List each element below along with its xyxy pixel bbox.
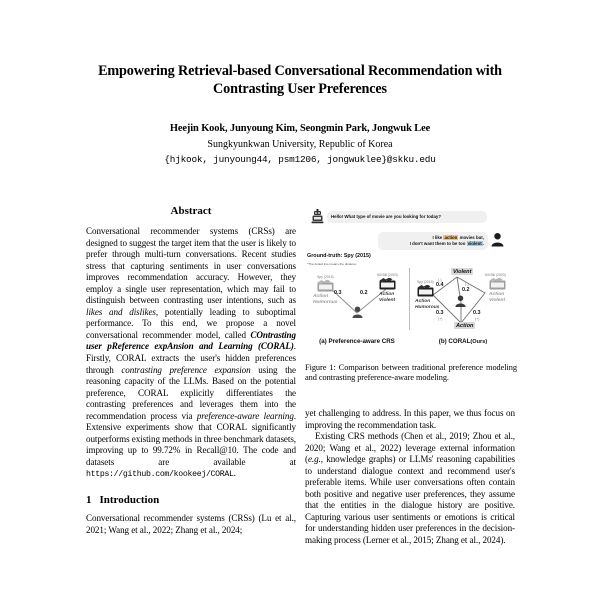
robot-avatar-icon: [311, 209, 324, 224]
code-repo-link[interactable]: https://github.com/kookeej/CORAL: [86, 470, 234, 480]
panel-b-suffix: (Ours): [470, 339, 488, 345]
right-paragraph-continuation: yet challenging to address. In this paper, we thus focus on improving the recommendation task.: [305, 408, 515, 430]
abstract-italic-learning: preference-aware learning: [196, 410, 294, 421]
panel-b-movie-left-poster-icon: [417, 285, 434, 297]
panel-b-movie-left-title: Spy (2015): [417, 280, 434, 284]
panel-b-node-violent: Violent: [453, 268, 472, 275]
panel-a-movie-right-entities: [379, 292, 395, 304]
right-italic-eg: e.g.: [307, 454, 321, 465]
panel-b-node-action: Action: [456, 322, 474, 329]
panel-a-movie-left-title: Spy (2015): [317, 275, 334, 279]
abstract-text-6: .: [233, 468, 236, 479]
author-names: Heejin Kook, Junyoung Kim, Seongmin Park, Jongwuk Lee: [169, 123, 431, 134]
author-emails: {hjkook, junyoung44, psm1206, jongwuklee}@skku.edu: [164, 154, 436, 165]
user-msg2-pre: I don't want them to be too: [409, 241, 467, 246]
page-title: Empowering Retrieval-based Conversational Recommendation with Contrasting User Preferences: [98, 63, 502, 97]
highlight-action: action: [444, 235, 458, 240]
ent-b-left-1: Action: [415, 299, 431, 304]
panel-b-sign-pos-left: (+): [438, 317, 443, 321]
right-text-2: , knowledge graphs) or LLMs' reasoning capabilities to understand dialogue context and recommend user's preferable items. While user conversations often contain both positive and negative user preferences, they assume that the entities in the dialogue history are positive. Capturing various user sentiments or emotions is critical for understanding hidden user preferences in the decision-making process (Lerner et al., 2015; Zhang et al., 2024).: [305, 454, 515, 546]
abstract-text-4: using the reasoning capacity of the LLMs. Based on the potential preference, CORAL explicitly differentiates the contrasting preferences and leverages them into the recommendation process via: [86, 364, 296, 421]
panel-b-weight-bottom-right: 0.3: [473, 310, 481, 316]
panel-b-weight-top-left: 0.4: [436, 282, 444, 288]
user-msg2-post: .: [482, 241, 484, 246]
section-number: 1: [86, 494, 92, 507]
section-title: Introduction: [99, 494, 160, 507]
user-msg-pre: I like: [432, 235, 444, 240]
panel-a-caption: [307, 338, 407, 345]
ent-a-left-2: Humorous: [313, 300, 338, 305]
highlight-violent: violent: [467, 241, 482, 246]
panel-b-sign-neg-right: (-): [465, 282, 469, 286]
panel-a-user-node-icon: [352, 306, 363, 318]
abstract-paragraph: [86, 226, 296, 481]
panel-b-weight-bottom-left: 0.3: [436, 310, 444, 316]
panel-b-movie-right-entities: [489, 292, 505, 304]
figure-caption-label: Figure 1:: [305, 363, 336, 372]
panel-a-weight-right: 0.2: [360, 290, 368, 296]
abstract-text-1: Conversational recommender systems (CRSs) are designed to suggest the target item that the user is likely to prefer through multi-turn conversations. Recent studies stress that capturing sentiments in user conversations improves recommendation accuracy. However, they employ a single user representation, which may fail to distinguish between contrasting user intentions, such as: [86, 226, 296, 306]
figure-canvas: [305, 205, 517, 357]
ent-a-left-1: Action: [313, 294, 329, 299]
author-list: [70, 122, 530, 136]
ent-a-right-2: Violent: [379, 298, 396, 303]
abstract-italic-expansion: contrasting preference expansion: [121, 364, 251, 375]
panel-a-prefix: (a): [319, 338, 329, 345]
figure-caption-text: Comparison between traditional preference modeling and contrasting preference-aware modeling.: [305, 363, 517, 383]
right-column: [305, 408, 515, 547]
panel-a-movie-right-poster-icon: [379, 278, 396, 290]
introduction-paragraph: Conversational recommender systems (CRSs) (Lu et al., 2021; Wang et al., 2022; Zhang et al., 2024;: [86, 513, 296, 535]
figure-1: [305, 205, 517, 384]
panel-b-text: CORAL: [448, 338, 471, 345]
ground-truth-label: Ground-truth: Spy (2015): [307, 253, 371, 259]
panel-b-caption: [413, 338, 513, 345]
panel-b-movie-right-title: Kill Bill (2003): [485, 273, 506, 277]
ent-b-left-2: Humorous: [415, 305, 440, 310]
panel-b-prefix: (b): [438, 338, 449, 345]
ent-a-right-1: Action: [379, 292, 395, 297]
ent-b-right-1: Action: [489, 292, 505, 297]
right-text-1: Existing CRS methods (Chen et al., 2019; Zhou et al., 2020; Wang et al., 2022) leverage external information (: [305, 431, 515, 465]
panel-b-user-node-icon: [455, 295, 466, 307]
user-avatar-icon: [491, 232, 504, 247]
abstract-text-2: , potentially leading to suboptimal performance. To this end, we propose a novel conversational recommender model, called: [86, 306, 296, 340]
panel-a-movie-left-poster-icon: [317, 280, 334, 292]
abstract-text-5: . Extensive experiments show that CORAL significantly outperforms existing methods in three benchmark datasets, improving up to 99.72% in Recall@10. The code and datasets are available at: [86, 410, 296, 467]
panel-b-weight-top-right: 0.2: [462, 287, 470, 293]
chat-bubble-user: [378, 232, 488, 250]
title-block: [70, 62, 530, 166]
section-heading-introduction: [86, 494, 296, 506]
affiliation: Sungkyunkwan University, Republic of Korea: [207, 139, 393, 150]
panel-b-sign-pos-right: (+): [475, 317, 480, 321]
panel-a-weight-left: 0.3: [334, 290, 342, 296]
panel-a-text: Preference-aware CRS: [328, 338, 395, 345]
right-paragraph-existing-crs: [305, 431, 515, 546]
figure-caption: [305, 363, 517, 384]
panel-divider: [409, 268, 410, 330]
user-msg-post: movies but,: [458, 235, 484, 240]
abstract-text-3: . Firstly, CORAL extracts the user's hidden preferences through: [86, 341, 296, 375]
panel-a-movie-right-title: Kill Bill (2003): [377, 273, 398, 277]
abstract-model-name: COntrasting user pReference expAnsion and Learning (CORAL): [86, 329, 296, 352]
ent-b-right-2: Violent: [489, 298, 506, 303]
panel-b-movie-right-poster-icon: [489, 278, 506, 290]
abstract-italic-likes-dislikes: likes and dislikes: [86, 306, 156, 317]
left-column: [86, 205, 296, 536]
abstract-heading: Abstract: [170, 205, 212, 217]
chat-bubble-assistant: Hello! What type of movie are you looking for today?: [327, 211, 487, 223]
panel-b-sign-neg-left: (-): [438, 278, 442, 282]
ground-truth-note: *The dotted line means the distance: [307, 262, 357, 266]
